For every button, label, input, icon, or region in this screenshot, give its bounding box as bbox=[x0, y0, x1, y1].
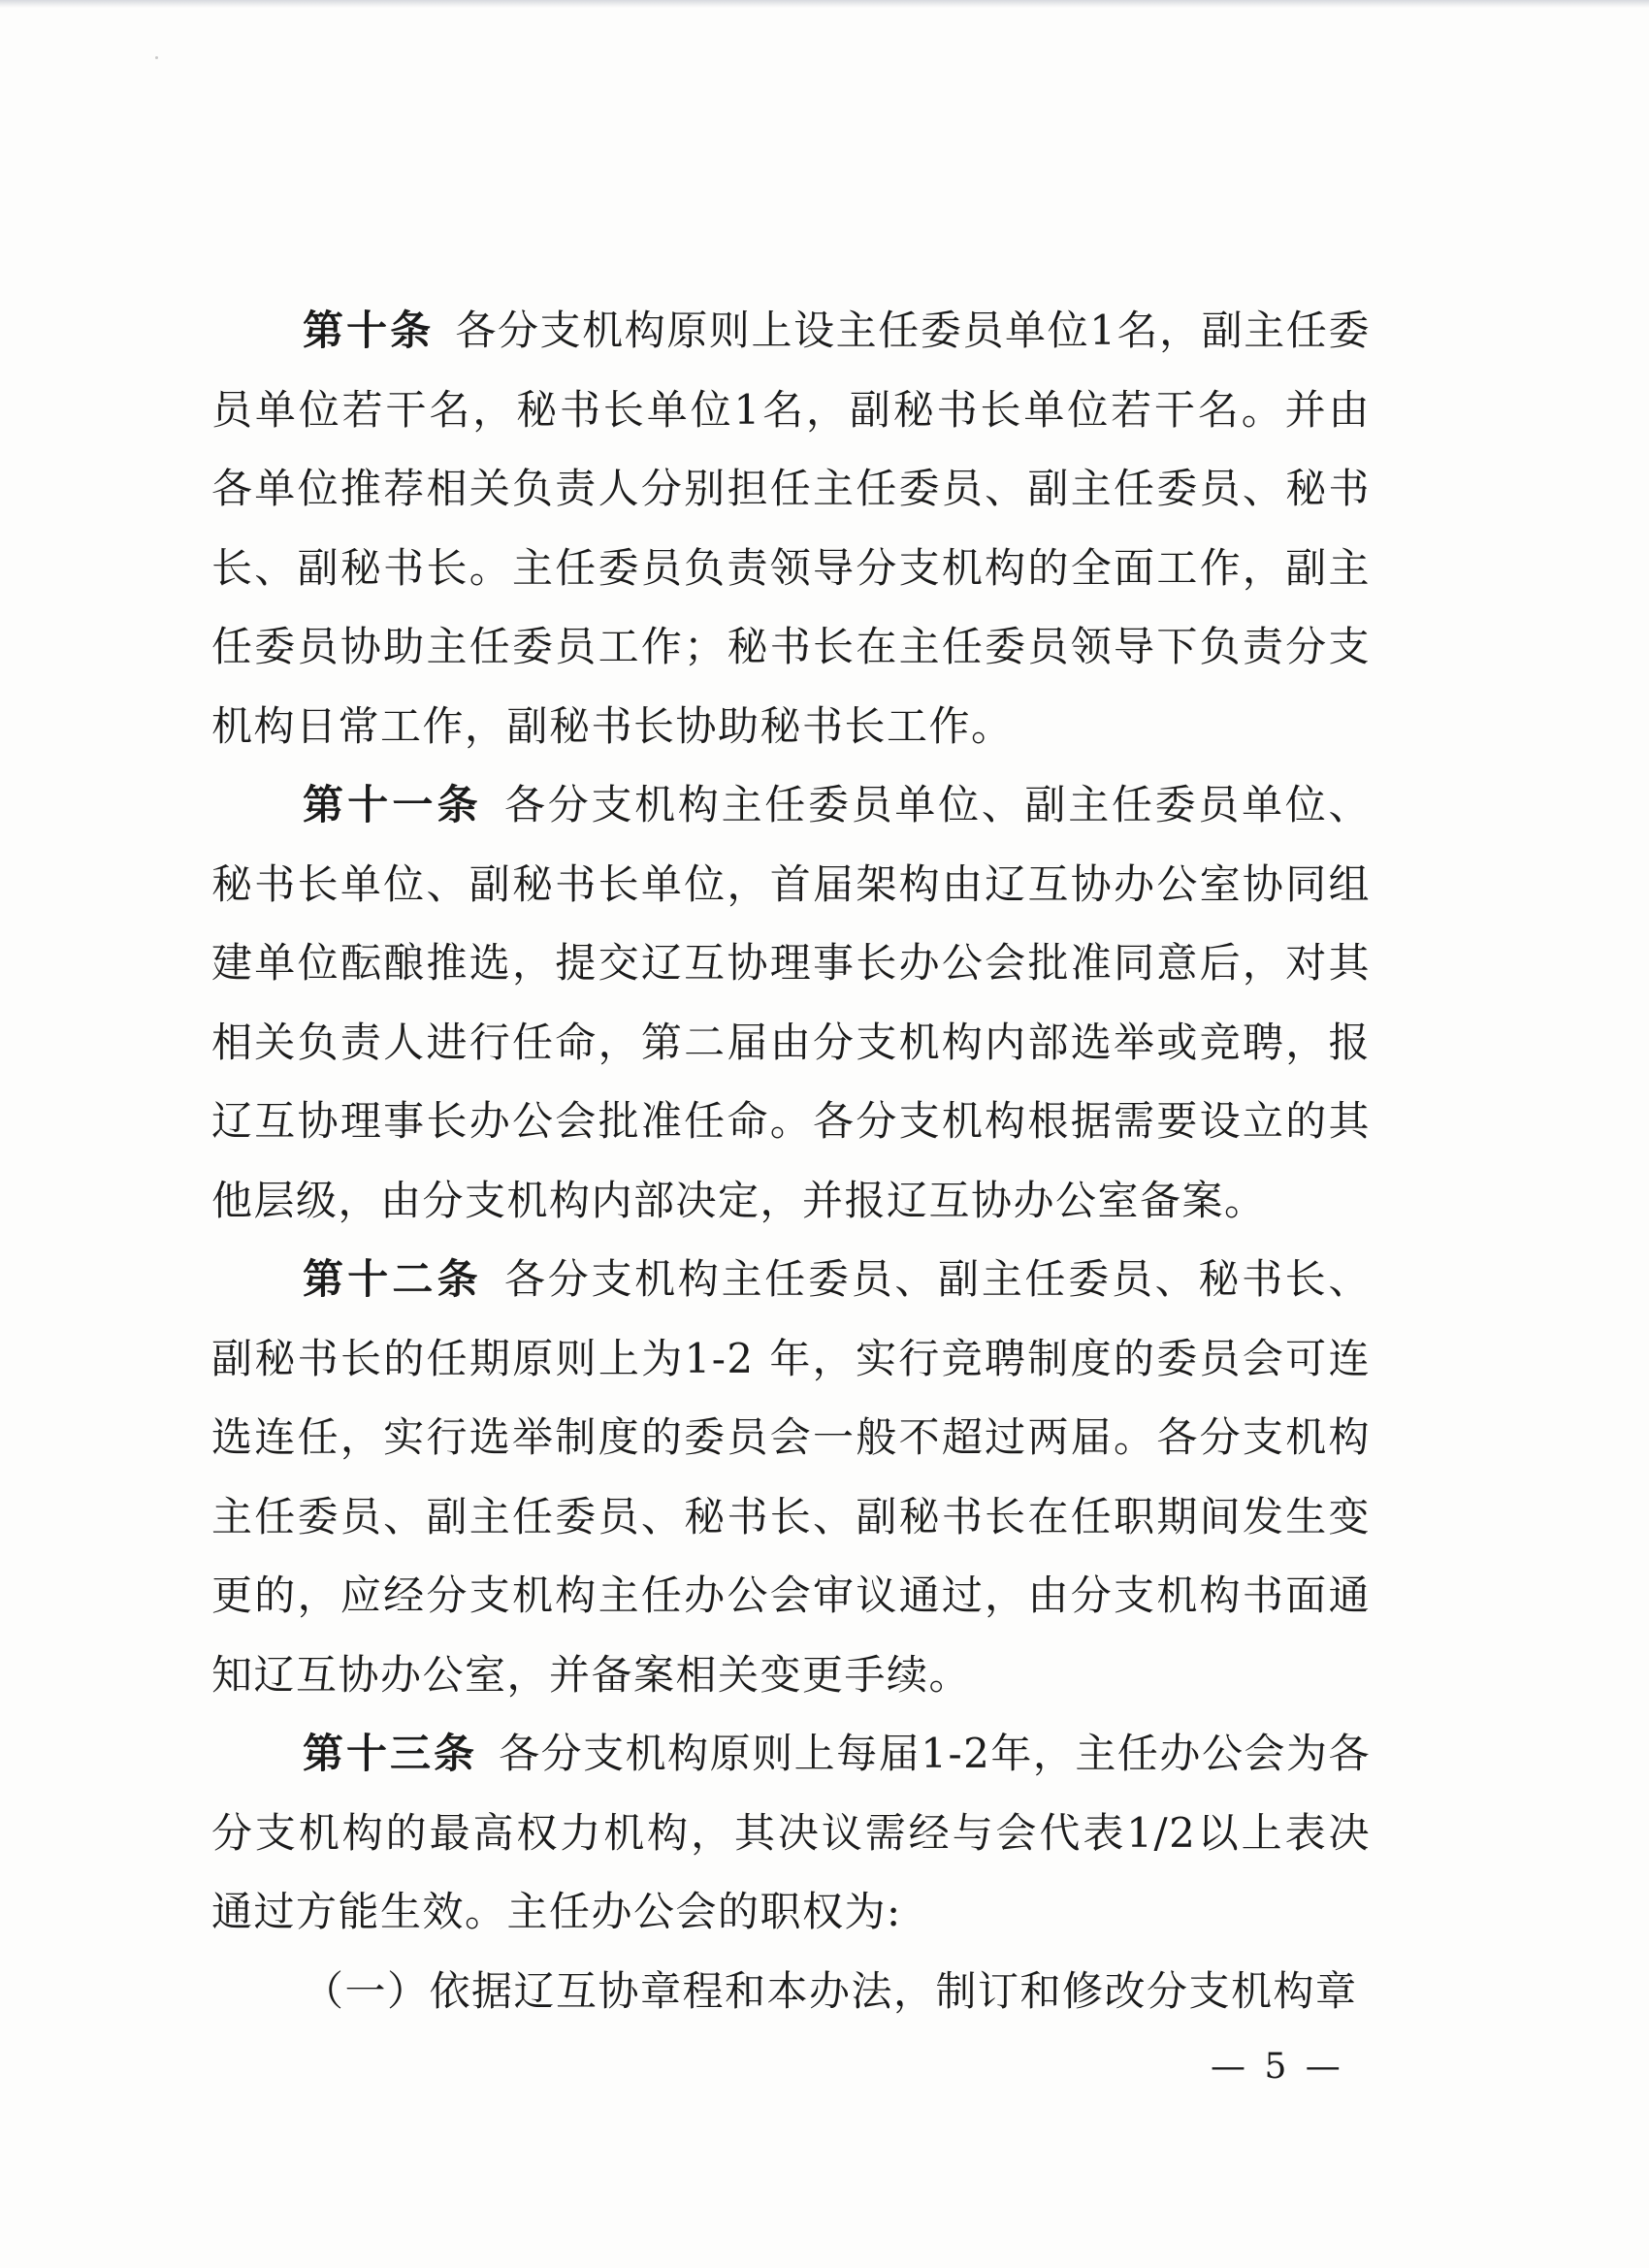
article-12-text: 各分支机构主任委员、副主任委员、秘书长、副秘书长的任期原则上为1-2 年，实行竞聘制度的委员会可连选连任，实行选举制度的委员会一般不超过两届。各分支机构主任委员、副主任委员、秘书长、副秘书长在任职期间发生变更的，应经分支机构主任办公会审议通过，由分支机构书面通知辽互协办公室，并备案相关变更手续。 bbox=[211, 1255, 1371, 1699]
article-13 bbox=[211, 1714, 1371, 1952]
article-13-text: 各分支机构原则上每届1-2年，主任办公会为各分支机构的最高权力机构，其决议需经与会代表1/2以上表决通过方能生效。主任办公会的职权为: bbox=[211, 1730, 1371, 1935]
article-10-heading: 第十条 bbox=[303, 307, 435, 354]
article-11-heading: 第十一条 bbox=[303, 781, 482, 828]
article-13-item-1: （一）依据辽互协章程和本办法，制订和修改分支机构章 bbox=[303, 1966, 1358, 2015]
article-12-heading: 第十二条 bbox=[303, 1255, 482, 1303]
article-11-text: 各分支机构主任委员单位、副主任委员单位、秘书长单位、副秘书长单位，首届架构由辽互协办公室协同组建单位酝酿推选，提交辽互协理事长办公会批准同意后，对其相关负责人进行任命，第二届由分支机构内部选举或竞聘，报辽互协理事长办公会批准任命。各分支机构根据需要设立的其他层级，由分支机构内部决定，并报辽互协办公室备案。 bbox=[211, 781, 1371, 1224]
scan-speck bbox=[155, 56, 158, 59]
document-body bbox=[211, 291, 1371, 2030]
article-10-text: 各分支机构原则上设主任委员单位1名，副主任委员单位若干名，秘书长单位1名，副秘书长单位若干名。并由各单位推荐相关负责人分别担任主任委员、副主任委员、秘书长、副秘书长。主任委员负责领导分支机构的全面工作，副主任委员协助主任委员工作；秘书长在主任委员领导下负责分支机构日常工作，副秘书长协助秘书长工作。 bbox=[211, 307, 1371, 750]
article-11 bbox=[211, 765, 1371, 1240]
article-13-heading: 第十三条 bbox=[303, 1730, 478, 1777]
article-10 bbox=[211, 291, 1371, 765]
page-number: — 5 — bbox=[1211, 2047, 1344, 2087]
article-12 bbox=[211, 1240, 1371, 1714]
scan-edge-shadow bbox=[0, 0, 1649, 8]
